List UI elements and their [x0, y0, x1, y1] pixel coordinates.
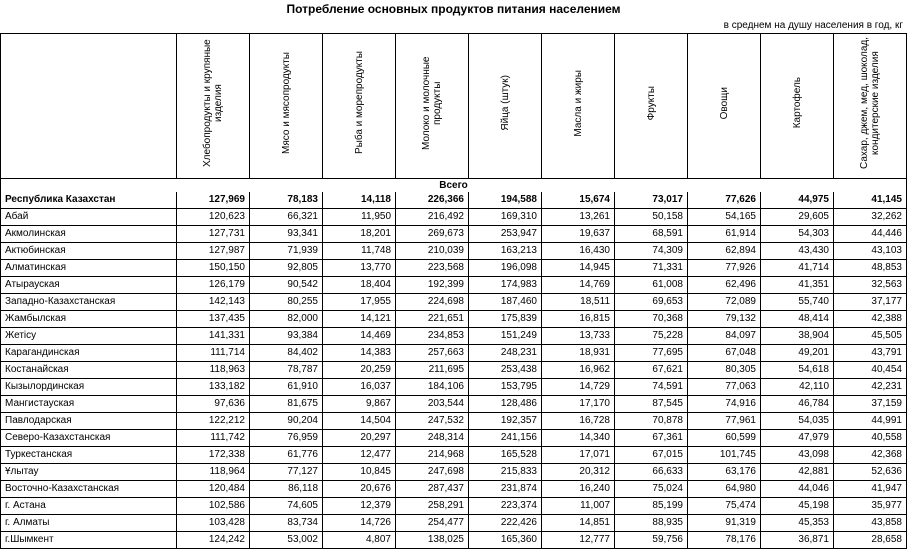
value-cell: 41,714	[761, 260, 834, 277]
value-cell: 44,975	[761, 192, 834, 209]
value-cell: 32,563	[834, 277, 907, 294]
value-cell: 78,183	[250, 192, 323, 209]
value-cell: 67,015	[615, 447, 688, 464]
value-cell: 141,331	[177, 328, 250, 345]
value-cell: 42,388	[834, 311, 907, 328]
value-cell: 12,379	[323, 498, 396, 515]
value-cell: 13,261	[542, 209, 615, 226]
value-cell: 70,368	[615, 311, 688, 328]
region-name: Восточно-Казахстанская	[1, 481, 177, 498]
value-cell: 66,321	[250, 209, 323, 226]
value-cell: 82,000	[250, 311, 323, 328]
value-cell: 184,106	[396, 379, 469, 396]
value-cell: 192,357	[469, 413, 542, 430]
value-cell: 17,170	[542, 396, 615, 413]
value-cell: 14,504	[323, 413, 396, 430]
region-name: Мангистауская	[1, 396, 177, 413]
value-cell: 214,968	[396, 447, 469, 464]
value-cell: 14,729	[542, 379, 615, 396]
value-cell: 175,839	[469, 311, 542, 328]
value-cell: 29,605	[761, 209, 834, 226]
value-cell: 77,063	[688, 379, 761, 396]
value-cell: 49,201	[761, 345, 834, 362]
value-cell: 17,071	[542, 447, 615, 464]
value-cell: 248,231	[469, 345, 542, 362]
value-cell: 54,618	[761, 362, 834, 379]
header-row	[1, 34, 907, 179]
value-cell: 44,046	[761, 481, 834, 498]
value-cell: 257,663	[396, 345, 469, 362]
value-cell: 62,496	[688, 277, 761, 294]
value-cell: 61,910	[250, 379, 323, 396]
value-cell: 37,159	[834, 396, 907, 413]
value-cell: 12,477	[323, 447, 396, 464]
value-cell: 18,201	[323, 226, 396, 243]
value-cell: 222,426	[469, 515, 542, 532]
value-cell: 118,964	[177, 464, 250, 481]
value-cell: 97,636	[177, 396, 250, 413]
value-cell: 17,955	[323, 294, 396, 311]
region-name: Карагандинская	[1, 345, 177, 362]
value-cell: 42,110	[761, 379, 834, 396]
value-cell: 71,331	[615, 260, 688, 277]
value-cell: 81,675	[250, 396, 323, 413]
value-cell: 127,731	[177, 226, 250, 243]
value-cell: 169,310	[469, 209, 542, 226]
value-cell: 223,374	[469, 498, 542, 515]
value-cell: 46,784	[761, 396, 834, 413]
table-row	[1, 464, 907, 481]
value-cell: 210,039	[396, 243, 469, 260]
value-cell: 196,098	[469, 260, 542, 277]
value-cell: 142,143	[177, 294, 250, 311]
column-header: Масла и жиры	[542, 34, 615, 179]
value-cell: 73,017	[615, 192, 688, 209]
value-cell: 16,815	[542, 311, 615, 328]
value-cell: 93,384	[250, 328, 323, 345]
table-row	[1, 515, 907, 532]
value-cell: 79,132	[688, 311, 761, 328]
value-cell: 4,807	[323, 532, 396, 549]
value-cell: 15,674	[542, 192, 615, 209]
value-cell: 50,158	[615, 209, 688, 226]
value-cell: 41,351	[761, 277, 834, 294]
value-cell: 111,742	[177, 430, 250, 447]
value-cell: 14,726	[323, 515, 396, 532]
value-cell: 45,353	[761, 515, 834, 532]
value-cell: 75,474	[688, 498, 761, 515]
region-name: Акмолинская	[1, 226, 177, 243]
value-cell: 36,871	[761, 532, 834, 549]
value-cell: 61,914	[688, 226, 761, 243]
value-cell: 18,404	[323, 277, 396, 294]
value-cell: 77,926	[688, 260, 761, 277]
value-cell: 153,795	[469, 379, 542, 396]
value-cell: 138,025	[396, 532, 469, 549]
value-cell: 10,845	[323, 464, 396, 481]
value-cell: 61,776	[250, 447, 323, 464]
region-name: Ұлытау	[1, 464, 177, 481]
table-row	[1, 277, 907, 294]
value-cell: 84,097	[688, 328, 761, 345]
region-name: г. Астана	[1, 498, 177, 515]
value-cell: 127,969	[177, 192, 250, 209]
value-cell: 151,249	[469, 328, 542, 345]
value-cell: 118,963	[177, 362, 250, 379]
value-cell: 42,881	[761, 464, 834, 481]
column-header: Яйца (штук)	[469, 34, 542, 179]
table-row	[1, 345, 907, 362]
value-cell: 16,430	[542, 243, 615, 260]
column-header: Мясо и мясопродукты	[250, 34, 323, 179]
value-cell: 38,904	[761, 328, 834, 345]
value-cell: 74,591	[615, 379, 688, 396]
value-cell: 63,176	[688, 464, 761, 481]
value-cell: 14,383	[323, 345, 396, 362]
value-cell: 78,176	[688, 532, 761, 549]
value-cell: 84,402	[250, 345, 323, 362]
value-cell: 253,438	[469, 362, 542, 379]
region-name: Абай	[1, 209, 177, 226]
value-cell: 122,212	[177, 413, 250, 430]
value-cell: 221,651	[396, 311, 469, 328]
value-cell: 76,959	[250, 430, 323, 447]
value-cell: 43,430	[761, 243, 834, 260]
value-cell: 20,676	[323, 481, 396, 498]
value-cell: 211,695	[396, 362, 469, 379]
value-cell: 43,858	[834, 515, 907, 532]
column-header: Хлебопродукты и крупяные изделия	[177, 34, 250, 179]
table-row	[1, 362, 907, 379]
value-cell: 241,156	[469, 430, 542, 447]
value-cell: 224,698	[396, 294, 469, 311]
value-cell: 66,633	[615, 464, 688, 481]
region-name: Северо-Казахстанская	[1, 430, 177, 447]
value-cell: 45,198	[761, 498, 834, 515]
region-name: Жамбылская	[1, 311, 177, 328]
region-name: Западно-Казахстанская	[1, 294, 177, 311]
value-cell: 74,916	[688, 396, 761, 413]
table-row	[1, 430, 907, 447]
value-cell: 41,145	[834, 192, 907, 209]
value-cell: 35,977	[834, 498, 907, 515]
value-cell: 90,204	[250, 413, 323, 430]
value-cell: 194,588	[469, 192, 542, 209]
value-cell: 11,007	[542, 498, 615, 515]
region-name: Кызылординская	[1, 379, 177, 396]
value-cell: 13,770	[323, 260, 396, 277]
unit-note: в среднем на душу населения в год, кг	[723, 20, 903, 31]
value-cell: 55,740	[761, 294, 834, 311]
value-cell: 67,361	[615, 430, 688, 447]
value-cell: 172,338	[177, 447, 250, 464]
value-cell: 37,177	[834, 294, 907, 311]
value-cell: 120,484	[177, 481, 250, 498]
value-cell: 20,312	[542, 464, 615, 481]
value-cell: 128,486	[469, 396, 542, 413]
value-cell: 67,621	[615, 362, 688, 379]
value-cell: 16,240	[542, 481, 615, 498]
value-cell: 14,945	[542, 260, 615, 277]
value-cell: 77,626	[688, 192, 761, 209]
value-cell: 83,734	[250, 515, 323, 532]
table-row	[1, 413, 907, 430]
value-cell: 43,098	[761, 447, 834, 464]
value-cell: 59,756	[615, 532, 688, 549]
value-cell: 53,002	[250, 532, 323, 549]
region-name: г. Алматы	[1, 515, 177, 532]
value-cell: 80,255	[250, 294, 323, 311]
table-title: Потребление основных продуктов питания населением	[286, 2, 621, 16]
value-cell: 42,368	[834, 447, 907, 464]
value-cell: 9,867	[323, 396, 396, 413]
value-cell: 165,360	[469, 532, 542, 549]
column-header: Молоко и молочные продукты	[396, 34, 469, 179]
value-cell: 234,853	[396, 328, 469, 345]
region-name: Павлодарская	[1, 413, 177, 430]
table-row	[1, 498, 907, 515]
value-cell: 254,477	[396, 515, 469, 532]
table-row	[1, 243, 907, 260]
region-name: Республика Казахстан	[1, 192, 177, 209]
region-name: Костанайская	[1, 362, 177, 379]
value-cell: 16,037	[323, 379, 396, 396]
value-cell: 14,851	[542, 515, 615, 532]
table-row	[1, 396, 907, 413]
value-cell: 231,874	[469, 481, 542, 498]
value-cell: 192,399	[396, 277, 469, 294]
section-label: Всего	[1, 179, 907, 193]
value-cell: 43,103	[834, 243, 907, 260]
region-name: Жетісу	[1, 328, 177, 345]
value-cell: 62,894	[688, 243, 761, 260]
table-row	[1, 226, 907, 243]
value-cell: 165,528	[469, 447, 542, 464]
value-cell: 247,532	[396, 413, 469, 430]
value-cell: 14,121	[323, 311, 396, 328]
region-name: г.Шымкент	[1, 532, 177, 549]
region-name: Атырауская	[1, 277, 177, 294]
region-header	[1, 34, 177, 179]
value-cell: 14,769	[542, 277, 615, 294]
value-cell: 42,231	[834, 379, 907, 396]
value-cell: 13,733	[542, 328, 615, 345]
value-cell: 67,048	[688, 345, 761, 362]
table-row	[1, 328, 907, 345]
value-cell: 32,262	[834, 209, 907, 226]
consumption-table	[0, 33, 907, 549]
value-cell: 11,950	[323, 209, 396, 226]
value-cell: 111,714	[177, 345, 250, 362]
value-cell: 93,341	[250, 226, 323, 243]
value-cell: 61,008	[615, 277, 688, 294]
value-cell: 75,228	[615, 328, 688, 345]
table-row	[1, 260, 907, 277]
value-cell: 75,024	[615, 481, 688, 498]
value-cell: 20,259	[323, 362, 396, 379]
value-cell: 90,542	[250, 277, 323, 294]
value-cell: 226,366	[396, 192, 469, 209]
value-cell: 54,035	[761, 413, 834, 430]
value-cell: 124,242	[177, 532, 250, 549]
value-cell: 101,745	[688, 447, 761, 464]
value-cell: 247,698	[396, 464, 469, 481]
value-cell: 92,805	[250, 260, 323, 277]
column-header: Фрукты	[615, 34, 688, 179]
value-cell: 71,939	[250, 243, 323, 260]
value-cell: 16,728	[542, 413, 615, 430]
value-cell: 16,962	[542, 362, 615, 379]
value-cell: 133,182	[177, 379, 250, 396]
value-cell: 18,931	[542, 345, 615, 362]
value-cell: 287,437	[396, 481, 469, 498]
value-cell: 41,947	[834, 481, 907, 498]
region-name: Актюбинская	[1, 243, 177, 260]
value-cell: 40,454	[834, 362, 907, 379]
value-cell: 85,199	[615, 498, 688, 515]
value-cell: 137,435	[177, 311, 250, 328]
column-header: Картофель	[761, 34, 834, 179]
value-cell: 78,787	[250, 362, 323, 379]
value-cell: 86,118	[250, 481, 323, 498]
value-cell: 126,179	[177, 277, 250, 294]
value-cell: 19,637	[542, 226, 615, 243]
value-cell: 28,658	[834, 532, 907, 549]
value-cell: 44,991	[834, 413, 907, 430]
value-cell: 52,636	[834, 464, 907, 481]
value-cell: 47,979	[761, 430, 834, 447]
value-cell: 45,505	[834, 328, 907, 345]
value-cell: 258,291	[396, 498, 469, 515]
value-cell: 253,947	[469, 226, 542, 243]
value-cell: 127,987	[177, 243, 250, 260]
value-cell: 20,297	[323, 430, 396, 447]
value-cell: 54,165	[688, 209, 761, 226]
table-row	[1, 447, 907, 464]
table-row	[1, 311, 907, 328]
value-cell: 103,428	[177, 515, 250, 532]
value-cell: 187,460	[469, 294, 542, 311]
value-cell: 48,414	[761, 311, 834, 328]
value-cell: 74,309	[615, 243, 688, 260]
value-cell: 203,544	[396, 396, 469, 413]
value-cell: 40,558	[834, 430, 907, 447]
table-row	[1, 481, 907, 498]
value-cell: 223,568	[396, 260, 469, 277]
table-row	[1, 294, 907, 311]
value-cell: 77,695	[615, 345, 688, 362]
value-cell: 77,961	[688, 413, 761, 430]
value-cell: 174,983	[469, 277, 542, 294]
column-header: Сахар, джем, мед, шоколад, кондитерские изделия	[834, 34, 907, 179]
value-cell: 14,469	[323, 328, 396, 345]
value-cell: 91,319	[688, 515, 761, 532]
value-cell: 69,653	[615, 294, 688, 311]
value-cell: 215,833	[469, 464, 542, 481]
value-cell: 54,303	[761, 226, 834, 243]
value-cell: 150,150	[177, 260, 250, 277]
value-cell: 70,878	[615, 413, 688, 430]
column-header: Рыба и морепродукты	[323, 34, 396, 179]
value-cell: 43,791	[834, 345, 907, 362]
value-cell: 18,511	[542, 294, 615, 311]
value-cell: 68,591	[615, 226, 688, 243]
value-cell: 248,314	[396, 430, 469, 447]
region-name: Туркестанская	[1, 447, 177, 464]
value-cell: 44,446	[834, 226, 907, 243]
value-cell: 64,980	[688, 481, 761, 498]
column-header: Овощи	[688, 34, 761, 179]
value-cell: 87,545	[615, 396, 688, 413]
value-cell: 269,673	[396, 226, 469, 243]
table-row	[1, 379, 907, 396]
table-row	[1, 532, 907, 549]
value-cell: 74,605	[250, 498, 323, 515]
region-name: Алматинская	[1, 260, 177, 277]
table-row	[1, 209, 907, 226]
value-cell: 12,777	[542, 532, 615, 549]
value-cell: 72,089	[688, 294, 761, 311]
value-cell: 88,935	[615, 515, 688, 532]
value-cell: 14,340	[542, 430, 615, 447]
value-cell: 80,305	[688, 362, 761, 379]
value-cell: 48,853	[834, 260, 907, 277]
value-cell: 60,599	[688, 430, 761, 447]
value-cell: 11,748	[323, 243, 396, 260]
table-row-total	[1, 192, 907, 209]
value-cell: 120,623	[177, 209, 250, 226]
value-cell: 163,213	[469, 243, 542, 260]
value-cell: 14,118	[323, 192, 396, 209]
value-cell: 102,586	[177, 498, 250, 515]
value-cell: 77,127	[250, 464, 323, 481]
value-cell: 216,492	[396, 209, 469, 226]
section-row	[1, 179, 907, 193]
